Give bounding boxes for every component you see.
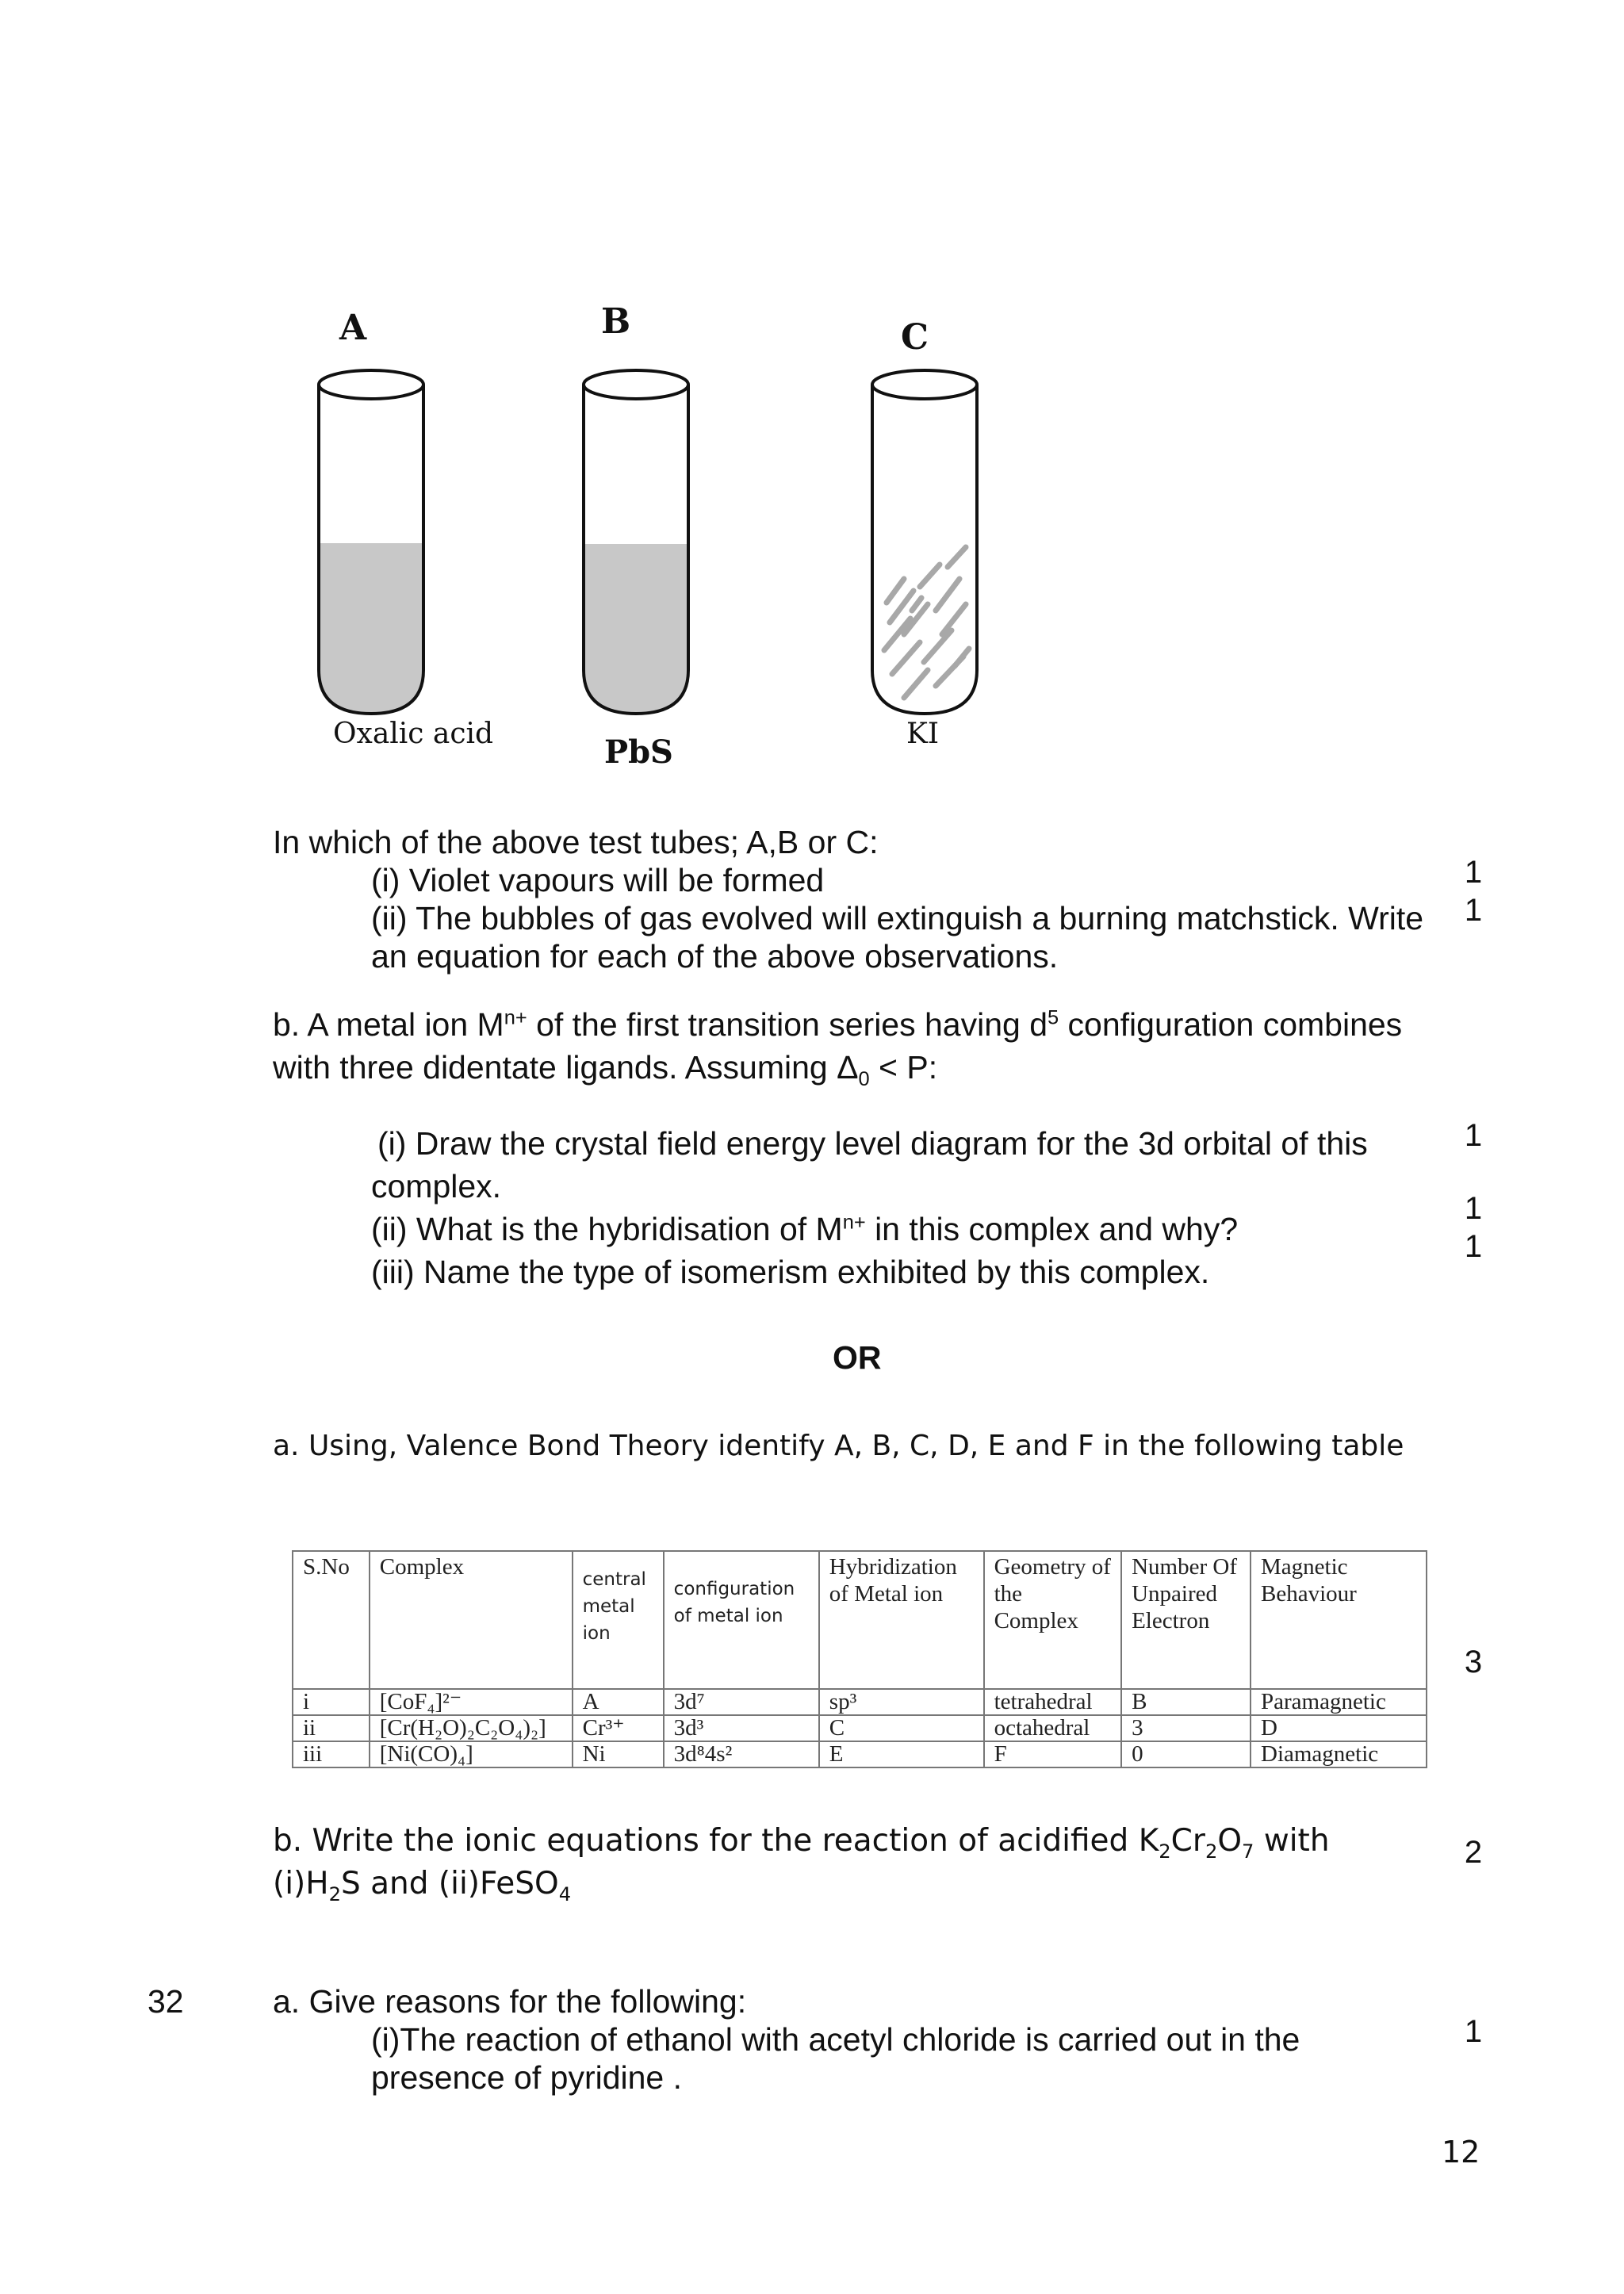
cell-magnetic: Diamagnetic	[1251, 1741, 1427, 1767]
q-b-line1-pre: b. A metal ion M	[273, 1006, 504, 1043]
cell-geometry: tetrahedral	[984, 1689, 1122, 1715]
q-b-i-marks: 1	[1464, 1118, 1483, 1153]
or-divider: OR	[833, 1339, 882, 1376]
cell-sno: iii	[293, 1741, 370, 1767]
alt-b-sub-so: 4	[558, 1882, 572, 1905]
tube-c	[872, 370, 977, 714]
tube-c-label: C	[901, 317, 929, 358]
cell-complex: [CoF₄]²⁻	[370, 1689, 573, 1715]
col-header-sno: S.No	[293, 1551, 370, 1689]
alt-a-marks: 3	[1464, 1645, 1483, 1679]
q32-i-line2: presence of pyridine .	[371, 2059, 683, 2096]
table-row	[293, 1689, 1427, 1715]
q32-number: 32	[147, 1983, 184, 2020]
cell-magnetic: Paramagnetic	[1251, 1689, 1427, 1715]
q-b-iii: (iii) Name the type of isomerism exhibited by this complex.	[371, 1254, 1210, 1290]
alt-b-marks: 2	[1464, 1835, 1483, 1870]
alt-b-line1	[273, 1822, 1330, 1863]
cell-geometry: F	[984, 1741, 1122, 1767]
q32-i-marks: 1	[1464, 2014, 1483, 2049]
q32-i-line1: (i)The reaction of ethanol with acetyl chloride is carried out in the	[371, 2021, 1300, 2058]
q-b-ii-sup: n+	[842, 1211, 866, 1234]
q-b-line1-post: configuration combines	[1059, 1006, 1403, 1043]
cell-hybridization: E	[819, 1741, 984, 1767]
q-a-intro: In which of the above test tubes; A,B or C:	[273, 824, 879, 860]
q-a-ii-line2: an equation for each of the above observations.	[371, 938, 1059, 975]
table-row	[293, 1715, 1427, 1741]
cell-hybridization: C	[819, 1715, 984, 1741]
alt-a-text: a. Using, Valence Bond Theory identify A, B, C, D, E and F in the following table	[273, 1430, 1404, 1462]
cell-configuration: 3d⁸4s²	[664, 1741, 819, 1767]
q-b-line2	[273, 1048, 938, 1091]
tube-b	[584, 370, 688, 714]
q-b-ii-post: in this complex and why?	[865, 1211, 1239, 1247]
vbt-table	[292, 1550, 1427, 1768]
q-b-line1	[273, 1005, 1402, 1044]
cell-configuration: 3d³	[664, 1715, 819, 1741]
q-a-i: (i) Violet vapours will be formed	[371, 862, 825, 898]
cell-sno: ii	[293, 1715, 370, 1741]
cell-unpaired: 3	[1121, 1715, 1251, 1741]
alt-b-line2	[273, 1865, 571, 1903]
alt-b-sub-k: 2	[1159, 1840, 1171, 1863]
alt-b-line2-pre: (i)H	[273, 1866, 329, 1901]
q-b-i-line2: complex.	[371, 1168, 502, 1204]
q-b-line2-post: < P:	[869, 1049, 938, 1086]
alt-b-sub-cr: 2	[1205, 1840, 1218, 1863]
alt-b-cr: Cr	[1170, 1823, 1205, 1859]
q-b-line2-pre: with three didentate ligands. Assuming Δ	[273, 1049, 859, 1086]
q-a-ii-marks: 1	[1464, 893, 1483, 928]
q-b-ii-marks: 1	[1464, 1191, 1483, 1226]
q-a-ii-line1: (ii) The bubbles of gas evolved will extinguish a burning matchstick. Write	[371, 900, 1424, 936]
q-b-iii-marks: 1	[1464, 1229, 1483, 1264]
cell-geometry: octahedral	[984, 1715, 1122, 1741]
alt-b-sub-o: 7	[1242, 1840, 1254, 1863]
col-header-complex: Complex	[370, 1551, 573, 1689]
cell-unpaired: 0	[1121, 1741, 1251, 1767]
q-b-line1-sup2: 5	[1048, 1006, 1059, 1029]
alt-b-sub-h: 2	[328, 1882, 341, 1905]
cell-hybridization: sp³	[819, 1689, 984, 1715]
alt-b-line2-mid: S and (ii)FeSO	[340, 1866, 559, 1901]
q-b-ii-pre: (ii) What is the hybridisation of M	[371, 1211, 843, 1247]
cell-configuration: 3d⁷	[664, 1689, 819, 1715]
cell-complex: [Ni(CO)₄]	[370, 1741, 573, 1767]
col-header-unpaired-electron: Number Of Unpaired Electron	[1121, 1551, 1251, 1689]
col-header-geometry: Geometry of the Complex	[984, 1551, 1122, 1689]
alt-b-line1-pre: b. Write the ionic equations for the reaction of acidified K	[273, 1823, 1159, 1859]
alt-b-line1-post: with	[1254, 1823, 1330, 1859]
cell-sno: i	[293, 1689, 370, 1715]
q32-a: a. Give reasons for the following:	[273, 1983, 747, 2020]
table-row	[293, 1741, 1427, 1767]
tube-b-caption: PbS	[604, 733, 673, 771]
col-header-magnetic-behaviour: Magnetic Behaviour	[1251, 1551, 1427, 1689]
cell-unpaired: B	[1121, 1689, 1251, 1715]
cell-complex: [Cr(H₂O)₂C₂O₄)₂]	[370, 1715, 573, 1741]
alt-b-o: O	[1217, 1823, 1243, 1859]
q-b-line2-sub: 0	[858, 1068, 870, 1091]
q-a-i-marks: 1	[1464, 855, 1483, 890]
cell-central-metal-ion: Cr³⁺	[573, 1715, 664, 1741]
col-header-hybridization: Hybridization of Metal ion	[819, 1551, 984, 1689]
table-header-row	[293, 1551, 1427, 1689]
cell-magnetic: D	[1251, 1715, 1427, 1741]
page-number: 12	[1442, 2135, 1480, 2170]
col-header-configuration: configuration of metal ion	[664, 1551, 819, 1689]
q-b-ii	[371, 1210, 1238, 1248]
q-b-line1-sup: n+	[504, 1006, 527, 1029]
q-b-i-line1: (i) Draw the crystal field energy level diagram for the 3d orbital of this	[377, 1125, 1368, 1162]
test-tubes-drawing	[301, 349, 1015, 730]
cell-central-metal-ion: A	[573, 1689, 664, 1715]
tube-c-caption: KI	[906, 718, 940, 750]
tube-a	[319, 370, 423, 714]
cell-central-metal-ion: Ni	[573, 1741, 664, 1767]
tube-a-caption: Oxalic acid	[333, 718, 494, 750]
col-header-central-metal-ion: central metal ion	[573, 1551, 664, 1689]
tube-b-label: B	[601, 301, 631, 342]
q-b-line1-mid: of the first transition series having d	[527, 1006, 1048, 1043]
tube-a-label: A	[339, 308, 367, 348]
